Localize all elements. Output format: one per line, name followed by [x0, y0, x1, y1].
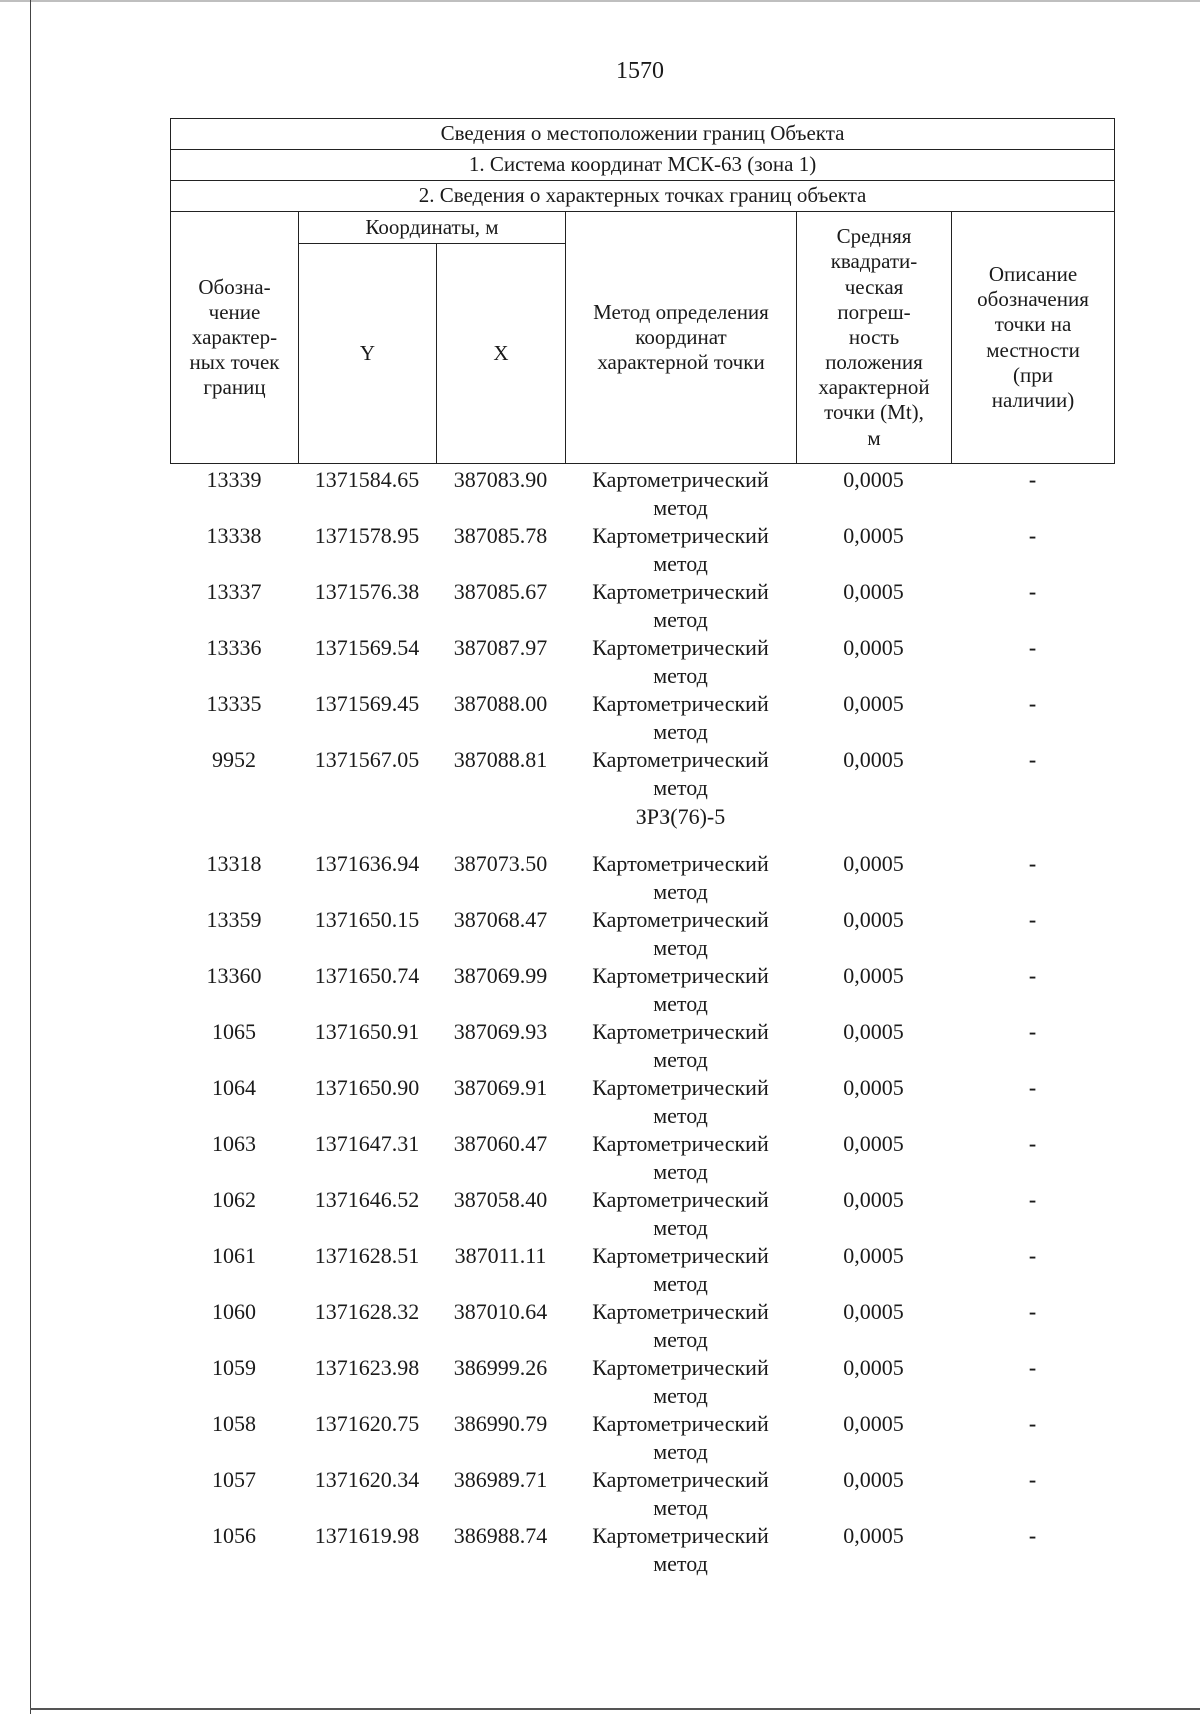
error-cell: 0,0005 — [843, 1467, 904, 1492]
point-id-cell: 13338 — [206, 523, 262, 548]
point-id-cell: 1061 — [212, 1243, 256, 1268]
col-y-header: Y — [299, 244, 437, 464]
coord-x-cell: 386990.79 — [453, 1411, 548, 1436]
point-id-cell: 13318 — [206, 851, 262, 876]
coord-y-cell: 1371628.51 — [314, 1243, 420, 1268]
method-cell: Картометрический метод — [592, 907, 769, 960]
description-cell: - — [1028, 1075, 1037, 1100]
coord-x-cell: 387069.93 — [453, 1019, 548, 1044]
description-cell: - — [1028, 851, 1037, 876]
method-cell: Картометрический метод — [592, 1187, 769, 1240]
coord-y-cell: 1371578.95 — [314, 523, 420, 548]
coord-y-cell: 1371650.74 — [314, 963, 420, 988]
table-row — [170, 1074, 1114, 1130]
method-cell: Картометрический метод — [592, 1299, 769, 1352]
boundary-points-table — [170, 466, 1114, 1578]
points-group-2 — [170, 850, 1114, 1578]
table-row — [170, 578, 1114, 634]
coord-x-cell: 386988.74 — [453, 1523, 548, 1548]
method-cell: Картометрический метод — [592, 1243, 769, 1296]
coord-y-cell: 1371619.98 — [314, 1523, 420, 1548]
description-cell: - — [1028, 1299, 1037, 1324]
coord-x-cell: 386999.26 — [453, 1355, 548, 1380]
coord-x-cell: 387069.99 — [453, 963, 548, 988]
table-row — [170, 962, 1114, 1018]
description-cell: - — [1028, 1243, 1037, 1268]
point-id-cell: 13360 — [206, 963, 262, 988]
description-cell: - — [1028, 1131, 1037, 1156]
scan-left-edge — [30, 0, 31, 1714]
description-cell: - — [1028, 467, 1037, 492]
col-error-header: Средняя квадрати- ческая погреш- ность положения характерной точки (Mt), м — [797, 212, 952, 464]
col-designation-header: Обозна- чение характер- ных точек границ — [171, 212, 299, 464]
coord-y-cell: 1371584.65 — [314, 467, 420, 492]
error-cell: 0,0005 — [843, 1187, 904, 1212]
table-row — [170, 906, 1114, 962]
point-id-cell: 1059 — [212, 1355, 256, 1380]
coord-y-cell: 1371636.94 — [314, 851, 420, 876]
method-cell: Картометрический метод — [592, 1019, 769, 1072]
error-cell: 0,0005 — [843, 1131, 904, 1156]
coord-x-cell: 387058.40 — [453, 1187, 548, 1212]
point-id-cell: 1058 — [212, 1411, 256, 1436]
method-cell: Картометрический метод — [592, 963, 769, 1016]
error-cell: 0,0005 — [843, 467, 904, 492]
point-id-cell: 1065 — [212, 1019, 256, 1044]
error-cell: 0,0005 — [843, 907, 904, 932]
coord-y-cell: 1371646.52 — [314, 1187, 420, 1212]
method-cell: Картометрический метод — [592, 1467, 769, 1520]
table-title-1: Сведения о местоположении границ Объекта — [171, 119, 1115, 150]
table-row — [170, 1186, 1114, 1242]
point-id-cell: 1064 — [212, 1075, 256, 1100]
col-x-header: X — [437, 244, 566, 464]
coord-x-cell: 387085.67 — [453, 579, 548, 604]
table-title-3: 2. Сведения о характерных точках границ объекта — [171, 181, 1115, 212]
method-cell: Картометрический метод — [592, 579, 769, 632]
table-row — [170, 1410, 1114, 1466]
coord-y-cell: 1371650.15 — [314, 907, 420, 932]
coord-x-cell: 387088.00 — [453, 691, 548, 716]
error-cell: 0,0005 — [843, 1355, 904, 1380]
coord-y-cell: 1371623.98 — [314, 1355, 420, 1380]
point-id-cell: 1063 — [212, 1131, 256, 1156]
error-cell: 0,0005 — [843, 523, 904, 548]
description-cell: - — [1028, 691, 1037, 716]
coord-x-cell: 387010.64 — [453, 1299, 548, 1324]
error-cell: 0,0005 — [843, 747, 904, 772]
description-cell: - — [1028, 1523, 1037, 1548]
boundary-header-table — [170, 118, 1115, 464]
method-cell: Картометрический метод — [592, 467, 769, 520]
coord-y-cell: 1371628.32 — [314, 1299, 420, 1324]
point-id-cell: 1060 — [212, 1299, 256, 1324]
scan-top-edge — [0, 0, 1200, 2]
point-id-cell: 1062 — [212, 1187, 256, 1212]
coord-x-cell: 387085.78 — [453, 523, 548, 548]
table-row — [170, 634, 1114, 690]
method-cell: Картометрический метод — [592, 1131, 769, 1184]
table-row — [170, 1018, 1114, 1074]
table-row — [170, 1522, 1114, 1578]
coord-x-cell: 387011.11 — [454, 1243, 547, 1268]
table-row — [170, 1130, 1114, 1186]
table-row — [170, 690, 1114, 746]
method-cell: Картометрический метод — [592, 1075, 769, 1128]
coord-x-cell: 387083.90 — [453, 467, 548, 492]
description-cell: - — [1028, 523, 1037, 548]
coord-x-cell: 387087.97 — [453, 635, 548, 660]
table-row — [170, 746, 1114, 802]
method-cell: Картометрический метод — [592, 851, 769, 904]
col-method-header: Метод определения координат характерной точки — [566, 212, 797, 464]
error-cell: 0,0005 — [843, 963, 904, 988]
error-cell: 0,0005 — [843, 1411, 904, 1436]
point-id-cell: 13335 — [206, 691, 262, 716]
point-id-cell: 1056 — [212, 1523, 256, 1548]
error-cell: 0,0005 — [843, 1243, 904, 1268]
table-row — [170, 466, 1114, 522]
method-cell: Картометрический метод — [592, 747, 769, 800]
scan-bottom-edge — [30, 1708, 1200, 1710]
table-row — [170, 522, 1114, 578]
point-id-cell: 1057 — [212, 1467, 256, 1492]
description-cell: - — [1028, 747, 1037, 772]
point-id-cell: 9952 — [212, 747, 256, 772]
coord-x-cell: 386989.71 — [453, 1467, 548, 1492]
coord-y-cell: 1371569.54 — [314, 635, 420, 660]
table-row — [170, 1242, 1114, 1298]
col-description-header: Описание обозначения точки на местности (при наличии) — [952, 212, 1115, 464]
description-cell: - — [1028, 963, 1037, 988]
error-cell: 0,0005 — [843, 691, 904, 716]
description-cell: - — [1028, 635, 1037, 660]
method-cell: Картометрический метод — [592, 635, 769, 688]
description-cell: - — [1028, 1355, 1037, 1380]
point-id-cell: 13359 — [206, 907, 262, 932]
table-row — [170, 1354, 1114, 1410]
method-cell: Картометрический метод — [592, 523, 769, 576]
coord-y-cell: 1371650.91 — [314, 1019, 420, 1044]
section-row — [170, 802, 1114, 850]
table-row — [170, 850, 1114, 906]
error-cell: 0,0005 — [843, 1299, 904, 1324]
error-cell: 0,0005 — [843, 635, 904, 660]
method-cell: Картометрический метод — [592, 691, 769, 744]
col-coordinates-header: Координаты, м — [299, 212, 566, 244]
description-cell: - — [1028, 1467, 1037, 1492]
table-row — [170, 1466, 1114, 1522]
section-label: ЗРЗ(76)-5 — [635, 804, 726, 829]
table-row — [170, 1298, 1114, 1354]
error-cell: 0,0005 — [843, 851, 904, 876]
point-id-cell: 13339 — [206, 467, 262, 492]
coord-x-cell: 387088.81 — [453, 747, 548, 772]
coord-y-cell: 1371647.31 — [314, 1131, 420, 1156]
coord-y-cell: 1371620.34 — [314, 1467, 420, 1492]
coord-y-cell: 1371569.45 — [314, 691, 420, 716]
coord-x-cell: 387060.47 — [453, 1131, 548, 1156]
method-cell: Картометрический метод — [592, 1411, 769, 1464]
coord-y-cell: 1371576.38 — [314, 579, 420, 604]
page-number: 1570 — [616, 58, 664, 84]
coord-x-cell: 387068.47 — [453, 907, 548, 932]
method-cell: Картометрический метод — [592, 1523, 769, 1576]
point-id-cell: 13337 — [206, 579, 262, 604]
description-cell: - — [1028, 1411, 1037, 1436]
description-cell: - — [1028, 579, 1037, 604]
table-title-2: 1. Система координат МСК-63 (зона 1) — [171, 150, 1115, 181]
method-cell: Картометрический метод — [592, 1355, 769, 1408]
error-cell: 0,0005 — [843, 1019, 904, 1044]
point-id-cell: 13336 — [206, 635, 262, 660]
error-cell: 0,0005 — [843, 1075, 904, 1100]
description-cell: - — [1028, 1187, 1037, 1212]
description-cell: - — [1028, 1019, 1037, 1044]
error-cell: 0,0005 — [843, 1523, 904, 1548]
coord-y-cell: 1371650.90 — [314, 1075, 420, 1100]
coord-x-cell: 387069.91 — [453, 1075, 548, 1100]
error-cell: 0,0005 — [843, 579, 904, 604]
coord-x-cell: 387073.50 — [453, 851, 548, 876]
description-cell: - — [1028, 907, 1037, 932]
coord-y-cell: 1371620.75 — [314, 1411, 420, 1436]
points-group-1 — [170, 466, 1114, 802]
coord-y-cell: 1371567.05 — [314, 747, 420, 772]
